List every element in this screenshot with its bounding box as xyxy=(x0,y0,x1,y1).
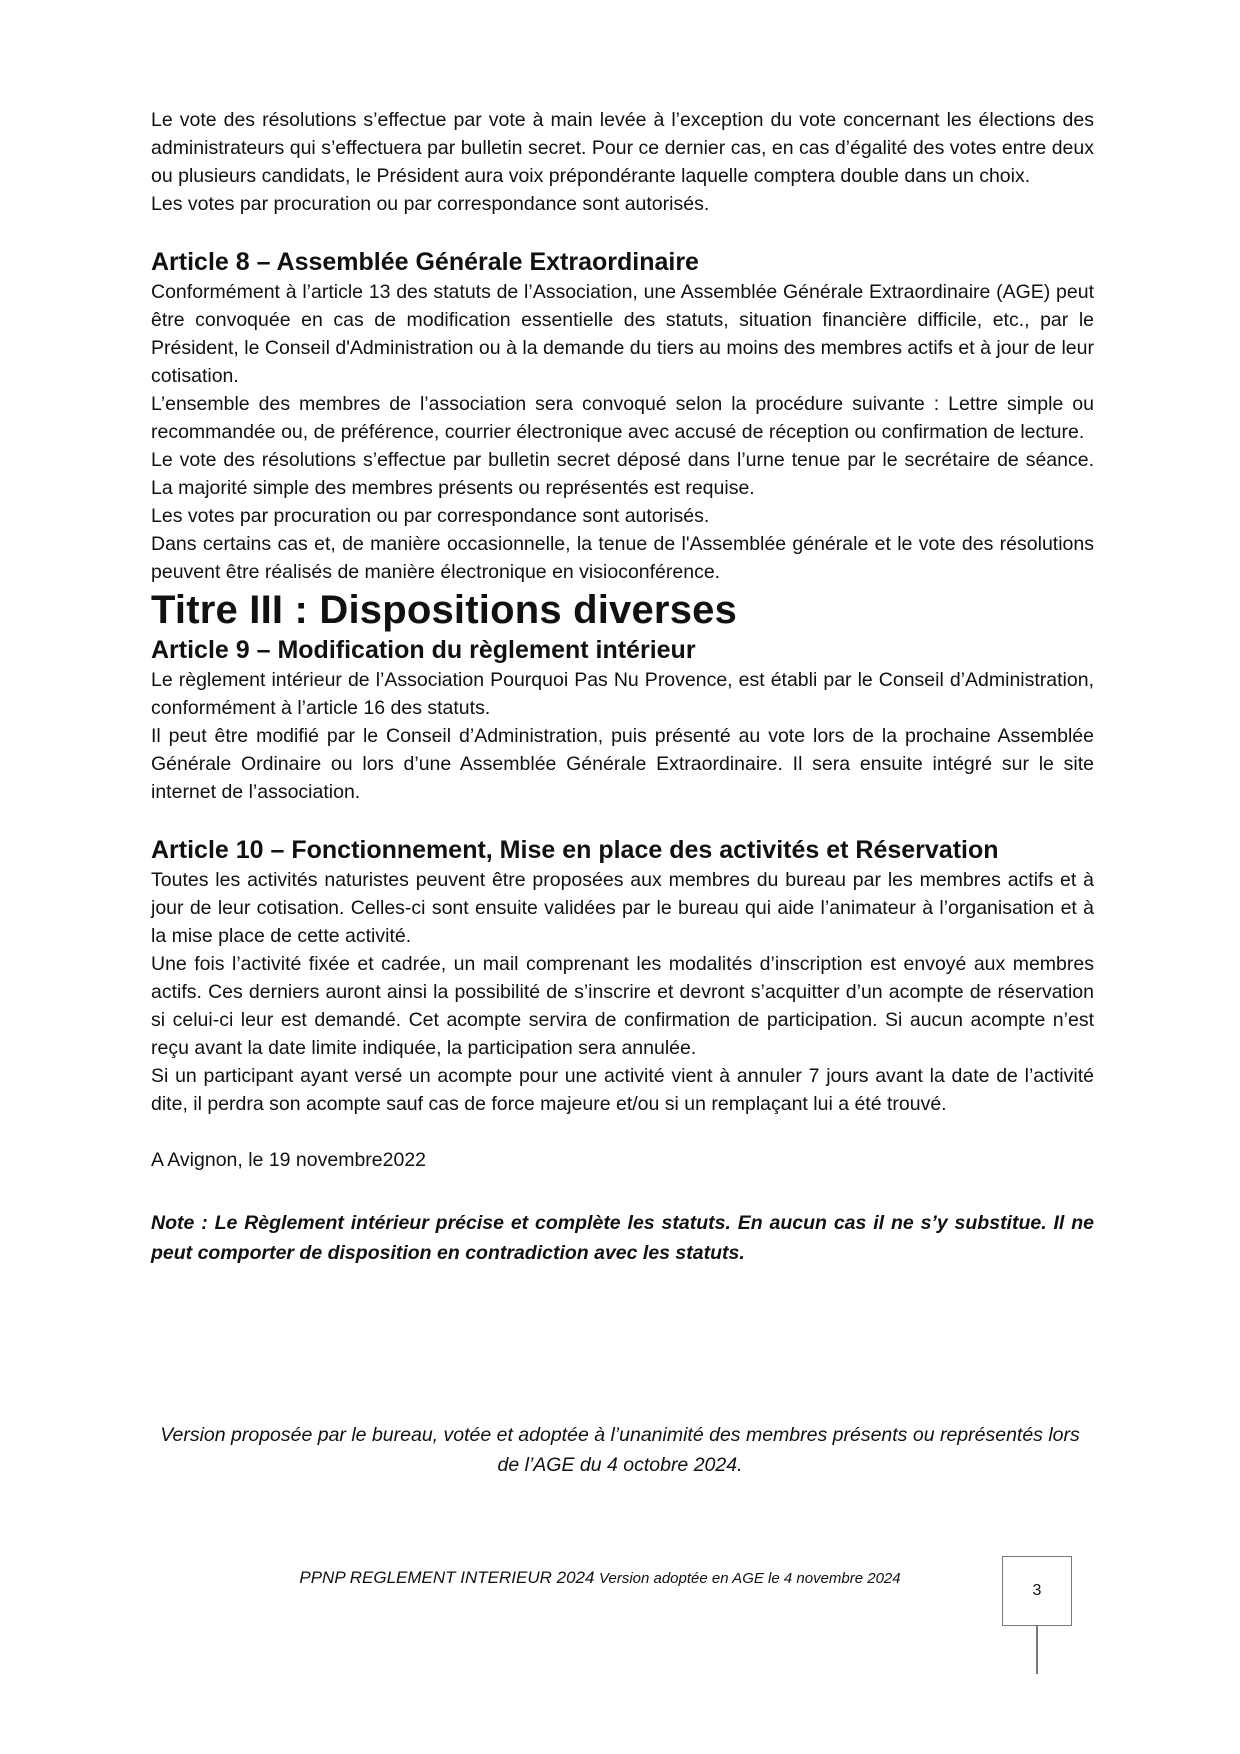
titre-3-heading: Titre III : Dispositions diverses xyxy=(151,588,738,632)
article-8-heading: Article 8 – Assemblée Générale Extraordinaire xyxy=(151,248,699,276)
article-10-heading: Article 10 – Fonctionnement, Mise en place des activités et Réservation xyxy=(151,836,999,864)
article-10-paragraph: Une fois l’activité fixée et cadrée, un mail comprenant les modalités d’inscription est envoyé aux membres actifs. Ces derniers auront ainsi la possibilité de s’inscrire et devront s’acquitter d’un acompte de réservation si celui-ci leur est demandé. Cet acompte servira de confirmation de participation. Si aucun acompte n’est reçu avant la date limite indiquée, la participation sera annulée. xyxy=(151,953,1094,1059)
article-10-paragraph: Toutes les activités naturistes peuvent être proposées aux membres du bureau par les membres actifs et à jour de leur cotisation. Celles-ci sont ensuite validées par le bureau qui aide l’animateur à l’organisation et à la mise place de cette activité. xyxy=(151,869,1094,947)
article-10-paragraph: Si un participant ayant versé un acompte pour une activité vient à annuler 7 jours avant la date de l’activité dite, il perdra son acompte sauf cas de force majeure et/ou si un remplaçant lui a été trouvé. xyxy=(151,1065,1094,1115)
article-9-paragraph: Le règlement intérieur de l’Association Pourquoi Pas Nu Provence, est établi par le Conseil d’Administration, conformément à l’article 16 des statuts. xyxy=(151,669,1094,719)
article-8-paragraph: L’ensemble des membres de l’association sera convoqué selon la procédure suivante : Lettre simple ou recommandée ou, de préférence, courrier électronique avec accusé de réception ou confirmation de lecture. xyxy=(151,393,1094,443)
version-statement xyxy=(120,1420,1120,1480)
intro-section xyxy=(151,106,1094,218)
footer-doc-title: PPNP REGLEMENT INTERIEUR 2024 xyxy=(299,1568,595,1587)
article-10-body xyxy=(151,866,1094,1118)
page-number-divider xyxy=(1036,1626,1038,1674)
page-number-box xyxy=(1002,1556,1072,1626)
intro-paragraph: Le vote des résolutions s’effectue par vote à main levée à l’exception du vote concernant les élections des administrateurs qui s’effectuera par bulletin secret. Pour ce dernier cas, en cas d’égalité des votes entre deux ou plusieurs candidats, le Président aura voix prépondérante laquelle comptera double dans un choix. xyxy=(151,109,1094,187)
page-number: 3 xyxy=(1032,1582,1042,1599)
article-8-paragraph: Les votes par procuration ou par correspondance sont autorisés. xyxy=(151,505,710,527)
place-date-line: A Avignon, le 19 novembre2022 xyxy=(151,1149,427,1171)
version-line: de l’AGE du 4 octobre 2024. xyxy=(497,1454,743,1476)
article-8-paragraph: Conformément à l’article 13 des statuts de l’Association, une Assemblée Générale Extraordinaire (AGE) peut être convoquée en cas de modification essentielle des statuts, situation financière difficile, etc., par le Président, le Conseil d'Administration ou à la demande du tiers au moins des membres actifs et à jour de leur cotisation. xyxy=(151,281,1094,387)
note-paragraph: Note : Le Règlement intérieur précise et complète les statuts. En aucun cas il ne s’y substitue. Il ne peut comporter de disposition en contradiction avec les statuts. xyxy=(151,1212,1094,1264)
version-line: Version proposée par le bureau, votée et adoptée à l’unanimité des membres présents ou représentés lors xyxy=(160,1424,1080,1446)
article-8-paragraph: Le vote des résolutions s’effectue par bulletin secret déposé dans l’urne tenue par le secrétaire de séance. La majorité simple des membres présents ou représentés est requise. xyxy=(151,449,1094,499)
article-9-paragraph: Il peut être modifié par le Conseil d’Administration, puis présenté au vote lors de la prochaine Assemblée Générale Ordinaire ou lors d’une Assemblée Générale Extraordinaire. Il sera ensuite intégré sur le site internet de l’association. xyxy=(151,725,1094,803)
footer-version-note: Version adoptée en AGE le 4 novembre 2024 xyxy=(599,1570,901,1587)
article-8-paragraph: Dans certains cas et, de manière occasionnelle, la tenue de l'Assemblée générale et le vote des résolutions peuvent être réalisés de manière électronique en visioconférence. xyxy=(151,533,1094,583)
intro-paragraph: Les votes par procuration ou par correspondance sont autorisés. xyxy=(151,193,710,215)
footer xyxy=(250,1567,950,1590)
article-9-body xyxy=(151,666,1094,806)
document-body xyxy=(151,106,1094,1268)
article-8-body xyxy=(151,278,1094,586)
article-9-heading: Article 9 – Modification du règlement intérieur xyxy=(151,636,696,664)
